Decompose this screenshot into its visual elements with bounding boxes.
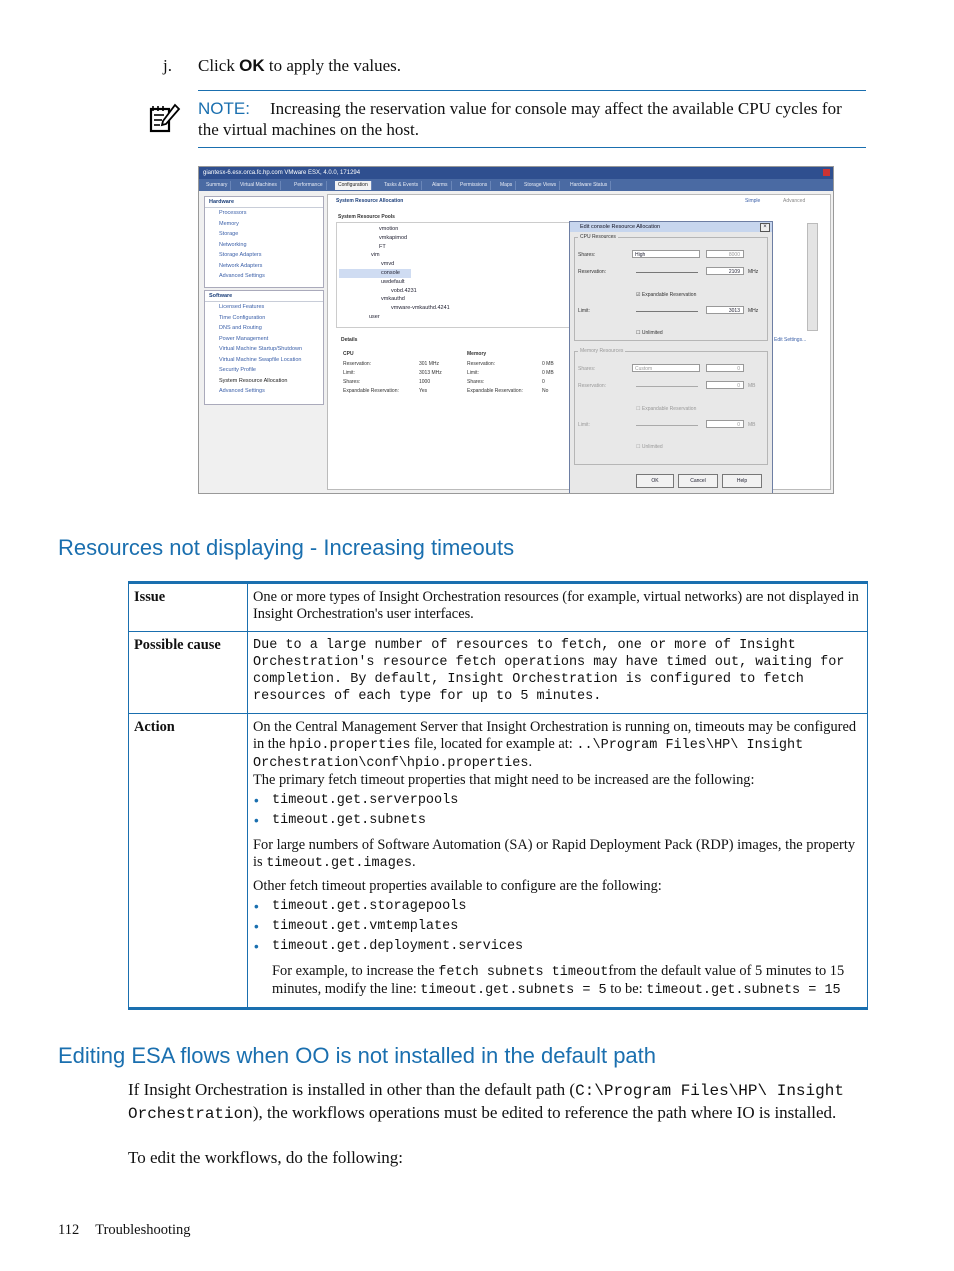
shot-cpu-group-label: CPU Resources	[580, 234, 616, 240]
shot-pool-item[interactable]: FT	[379, 243, 386, 250]
shot-cpu-key: Expandable Reservation:	[343, 388, 399, 394]
shot-cpu-value: Yes	[419, 388, 428, 394]
text: from the default value of 5 minutes to 15 minutes, modify the line:	[272, 963, 845, 997]
shot-sw-item[interactable]: DNS and Routing	[219, 325, 262, 331]
note-rule-top	[198, 90, 866, 91]
step-pre: Click	[198, 56, 240, 75]
shot-sw-item[interactable]: Licensed Features	[219, 304, 265, 310]
issue-text: One or more types of Insight Orchestration resources (for example, virtual networks) are not displayed in Insight Orchestration's user interfaces.	[248, 583, 868, 632]
shot-main-header: System Resource Allocation	[336, 198, 404, 204]
shot-tab[interactable]: Tasks & Events	[381, 181, 422, 190]
shot-mem-reservation-input[interactable]: 0	[706, 381, 744, 389]
shot-mem-limit-unit: MB	[748, 422, 756, 428]
shot-pool-item[interactable]: vobd.4231	[391, 287, 417, 294]
shot-hw-item[interactable]: Storage	[219, 231, 239, 237]
action-para-4: Other fetch timeout properties available to configure are the following:	[253, 878, 662, 894]
shot-tab[interactable]: Virtual Machines	[237, 181, 281, 190]
step-ok-bold: OK	[239, 56, 265, 75]
shot-mem-limit-label: Limit:	[578, 422, 590, 428]
shot-mem-value: 0 MB	[542, 361, 554, 367]
shot-limit-slider[interactable]	[636, 311, 698, 312]
list-item: • timeout.get.subnets	[253, 811, 862, 831]
shot-mem-values	[542, 360, 554, 396]
shot-limit-label: Limit:	[578, 308, 590, 314]
para-edit-workflows: To edit the workflows, do the following:	[128, 1148, 404, 1167]
shot-mem-key: Reservation:	[467, 361, 496, 367]
note-text: Increasing the reservation value for console may affect the available CPU cycles for the virtual machines on the host.	[198, 99, 842, 139]
shot-dialog-close-icon[interactable]: ×	[760, 223, 770, 232]
shot-mem-limit-input[interactable]: 0	[706, 420, 744, 428]
text: .	[412, 854, 416, 870]
shot-hardware-header: Hardware	[205, 197, 323, 208]
list-item: • timeout.get.storagepools	[253, 897, 862, 917]
shot-edit-settings-link[interactable]: Edit Settings...	[774, 337, 807, 343]
table-row-cause	[129, 632, 868, 714]
shot-mem-reservation-unit: MB	[748, 383, 756, 389]
shot-hardware-panel	[204, 196, 324, 288]
shot-edit-dialog	[569, 221, 773, 494]
other-props-list	[253, 897, 862, 957]
shot-tab[interactable]: Configuration	[335, 181, 372, 190]
shot-tab[interactable]: Hardware Status	[567, 181, 611, 190]
shot-hw-item[interactable]: Storage Adapters	[219, 252, 262, 258]
step-label: j.	[163, 56, 172, 75]
shot-software-header: Software	[205, 291, 323, 302]
code-fetch-subnets: fetch subnets timeout	[438, 965, 609, 980]
shot-hw-item[interactable]: Advanced Settings	[219, 273, 265, 279]
table-row-action	[129, 714, 868, 1009]
action-para-5	[272, 963, 862, 999]
step-j	[163, 56, 401, 76]
action-para-1	[253, 719, 862, 772]
issue-table	[128, 581, 868, 1010]
shot-mem-unlimited-checkbox[interactable]: ☐ Unlimited	[636, 444, 663, 450]
shot-help-button[interactable]: Help	[722, 474, 762, 488]
shot-tab[interactable]: Permissions	[457, 181, 491, 190]
action-label: Action	[129, 714, 248, 1009]
list-item: • timeout.get.vmtemplates	[253, 917, 862, 937]
shot-scrollbar[interactable]	[807, 223, 818, 331]
shot-mem-shares-label: Shares:	[578, 366, 596, 372]
shot-cancel-button[interactable]: Cancel	[678, 474, 718, 488]
issue-label: Issue	[129, 583, 248, 632]
shot-hw-item[interactable]: Network Adapters	[219, 262, 263, 269]
shot-mem-limit-slider[interactable]	[636, 425, 698, 426]
shot-cpu-value: 1000	[419, 379, 431, 385]
shot-mem-value: 0	[542, 379, 545, 385]
shot-mem-reservation-slider[interactable]	[636, 386, 698, 387]
para-install-path	[128, 1079, 868, 1125]
shot-cpu-key: Limit:	[343, 370, 355, 376]
shot-mem-key: Limit:	[467, 370, 479, 376]
shot-sw-item[interactable]: Advanced Settings	[219, 388, 265, 394]
code-hpio-properties: hpio.properties	[288, 738, 411, 753]
shot-mem-reservation-label: Reservation:	[578, 383, 607, 389]
shot-sw-item[interactable]: Time Configuration	[219, 314, 266, 321]
text: file, located for example at:	[410, 736, 577, 752]
shot-pool-item[interactable]: vmkapimod	[379, 234, 408, 241]
list-item: • timeout.get.serverpools	[253, 791, 862, 811]
shot-hw-item[interactable]: Memory	[219, 220, 239, 227]
shot-tab[interactable]: Alarms	[429, 181, 452, 190]
shot-sw-item-selected[interactable]: System Resource Allocation	[219, 377, 288, 384]
heading-resources-not-displaying: Resources not displaying - Increasing timeouts	[58, 535, 515, 560]
shot-close-icon	[823, 169, 830, 176]
shot-tab[interactable]: Maps	[497, 181, 516, 190]
list-item: • timeout.get.deployment.services	[253, 937, 862, 957]
text: .	[528, 754, 533, 770]
shot-reservation-slider[interactable]	[636, 272, 698, 273]
code-images: timeout.get.images	[266, 856, 413, 871]
text: For large numbers of Software Automation (SA) or Rapid Deployment Pack (RDP) images, the property is	[253, 837, 856, 870]
shot-pool-item[interactable]: vmware-vmkauthd.4241	[391, 305, 450, 312]
shot-pool-item[interactable]: vim	[371, 252, 380, 259]
shot-reservation-input[interactable]: 2109	[706, 267, 744, 275]
shot-cpu-value: 301 MHz	[419, 361, 440, 367]
shot-details-header: Details	[341, 337, 358, 343]
shot-mem-expandable-label: Expandable Reservation	[641, 406, 697, 412]
shot-cpu-values	[419, 360, 442, 396]
action-para-3	[253, 837, 862, 872]
cause-text: Due to a large number of resources to fetch, one or more of Insight Orchestration's resource fetch operations may have timed out, waiting for completion. By default, Insight Orchestration is configured to fetch resources of each type for up to 5 minutes.	[248, 632, 868, 714]
shot-reservation-unit: MHz	[748, 269, 759, 275]
primary-props-list	[253, 791, 862, 831]
shot-sw-item[interactable]: Virtual Machine Startup/Shutdown	[219, 346, 303, 352]
vsphere-screenshot	[198, 166, 834, 494]
shot-mem-shares-number[interactable]: 0	[706, 364, 744, 372]
note	[198, 98, 866, 140]
shot-shares-number[interactable]: 8000	[706, 250, 744, 258]
note-rule-bottom	[198, 147, 866, 148]
shot-shares-select[interactable]: High	[632, 250, 700, 258]
shot-ok-button[interactable]: OK	[636, 474, 674, 488]
shot-pools-tree	[339, 225, 450, 322]
shot-unlimited-label: Unlimited	[641, 330, 663, 336]
shot-mem-key: Expandable Reservation:	[467, 388, 523, 394]
shot-cpu-value: 3013 MHz	[419, 370, 442, 376]
note-pad-icon	[148, 102, 182, 136]
action-para-2: The primary fetch timeout properties that might need to be increased are the following:	[253, 772, 755, 788]
action-cell	[248, 714, 868, 1009]
shot-titlebar: giantesx-6.esx.orca.fc.hp.com VMware ESX, 4.0.0, 171294	[199, 167, 833, 179]
page-footer	[58, 1222, 191, 1239]
shot-cpu-key: Shares:	[343, 379, 361, 385]
shot-pool-item-selected[interactable]: console	[339, 269, 411, 278]
table-row-issue	[129, 583, 868, 632]
shot-pool-item[interactable]: vmotion	[379, 226, 399, 232]
shot-cpu-key: Reservation:	[343, 361, 372, 367]
shot-mem-key: Shares:	[467, 379, 485, 385]
shot-mem-shares-select[interactable]: Custom	[632, 364, 700, 372]
shot-pool-item[interactable]: vmkauthd	[381, 296, 405, 303]
text: For example, to increase the	[272, 963, 439, 979]
shot-cpu-header: CPU	[343, 351, 354, 357]
shot-unlimited-checkbox[interactable]: ☐ Unlimited	[636, 330, 663, 336]
shot-tab[interactable]: Summary	[203, 181, 231, 190]
shot-sw-item[interactable]: Virtual Machine Swapfile Location	[219, 356, 302, 363]
shot-limit-input[interactable]: 3013	[706, 306, 744, 314]
shot-sw-item[interactable]: Security Profile	[219, 367, 256, 373]
shot-view-advanced[interactable]: Advanced	[783, 198, 806, 204]
shot-sw-item[interactable]: Power Management	[219, 335, 269, 342]
shot-mem-value: 0 MB	[542, 370, 554, 376]
shot-expandable-checkbox[interactable]: ☑ Expandable Reservation	[636, 292, 697, 298]
shot-pool-item[interactable]: uwdefault	[381, 278, 405, 285]
shot-tab[interactable]: Performance	[291, 181, 327, 190]
shot-hw-item[interactable]: Processors	[219, 210, 247, 216]
shot-software-panel	[204, 290, 324, 405]
text: If Insight Orchestration is installed in other than the default path (	[128, 1080, 576, 1099]
heading-editing-esa-flows: Editing ESA flows when OO is not installed in the default path	[58, 1043, 657, 1068]
shot-tab[interactable]: Storage Views	[521, 181, 560, 190]
shot-mem-expandable-checkbox[interactable]: ☐ Expandable Reservation	[636, 406, 697, 412]
shot-mem-unlimited-label: Unlimited	[641, 444, 663, 450]
shot-pool-item[interactable]: user	[369, 313, 380, 320]
shot-hw-item[interactable]: Networking	[219, 241, 247, 248]
code-path: ..\Program Files\HP\ Insight Orchestration\conf\hpio.properties	[253, 738, 804, 771]
code-new-line: timeout.get.subnets = 15	[646, 983, 841, 998]
note-label: NOTE:	[198, 99, 250, 118]
shot-mem-header: Memory	[467, 351, 487, 357]
shot-view-simple[interactable]: Simple	[745, 198, 761, 204]
shot-expandable-label: Expandable Reservation	[641, 292, 697, 298]
shot-mem-value: No	[542, 388, 549, 394]
page-number: 112	[58, 1222, 80, 1238]
cause-label: Possible cause	[129, 632, 248, 714]
text: to be:	[606, 981, 647, 997]
text: ), the workflows operations must be edited to reference the path where IO is installed.	[252, 1103, 837, 1122]
footer-section: Troubleshooting	[95, 1222, 191, 1238]
shot-shares-label: Shares:	[578, 252, 596, 258]
shot-pool-item[interactable]: vmvd	[381, 261, 395, 268]
shot-cpu-keys	[343, 360, 399, 396]
text: On the Central Management Server that Insight Orchestration is running on, timeouts may be configured in the	[253, 719, 857, 752]
code-old-line: timeout.get.subnets = 5	[420, 983, 607, 998]
shot-mem-group-label: Memory Resources	[580, 348, 624, 354]
shot-reservation-label: Reservation:	[578, 269, 607, 275]
shot-pools-header: System Resource Pools	[338, 214, 395, 220]
shot-limit-unit: MHz	[748, 308, 759, 314]
step-post: to apply the values.	[264, 56, 402, 75]
code-default-path: C:\Program Files\HP\ Insight Orchestration	[128, 1082, 844, 1123]
shot-mem-keys	[467, 360, 523, 396]
shot-dialog-title: Edit console Resource Allocation	[570, 222, 772, 232]
